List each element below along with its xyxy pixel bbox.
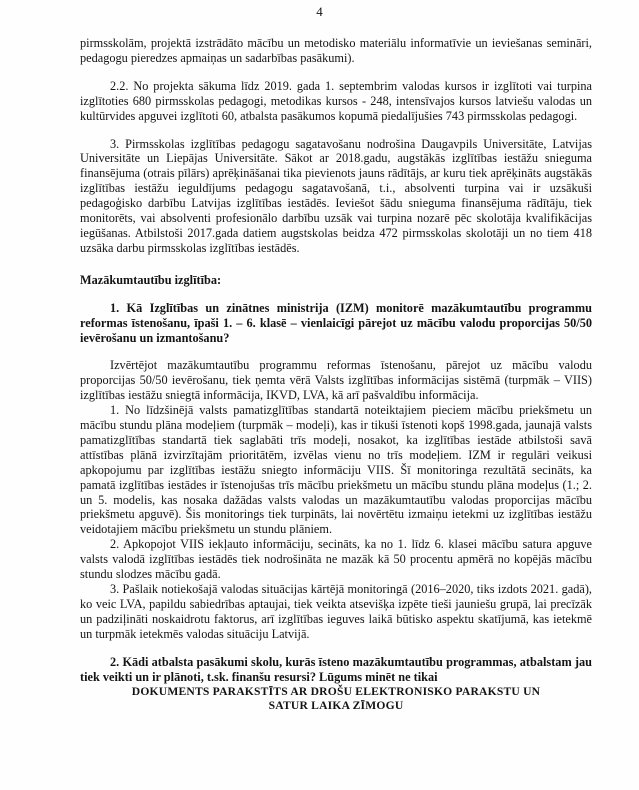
section-heading-minority-education: Mazākumtautību izglītība:: [80, 272, 222, 287]
document-body: [80, 36, 592, 713]
answer-point-2: 2. Apkopojot VIIS iekļauto informāciju, secināts, ka no 1. līdz 6. klasei mācību satura apguve valsts valodā izglītības iestādēs tiek nodrošināta ne mazāk kā 50 procentu apmērā no kopējās mācību stundu slodzes mācību gadā.: [80, 537, 592, 582]
page-number: 4: [316, 4, 323, 19]
signature-footer-line-2: SATUR LAIKA ZĪMOGU: [268, 699, 404, 713]
signature-footer-line-1: DOKUMENTS PARAKSTĪTS AR DROŠU ELEKTRONISKO PARAKSTU UN: [131, 685, 541, 699]
question-2: 2. Kādi atbalsta pasākumi skolu, kurās īsteno mazākumtautību programmas, atbalstam jau tiek veikti un ir plānoti, t.sk. finanšu resursi? Lūgums minēt ne tikai: [80, 654, 592, 684]
signature-footer: [80, 685, 592, 713]
answer-point-3: 3. Pašlaik notiekošajā valodas situācijas kārtējā monitoringā (2016–2020, tiks izdots 2021. gadā), ko veic LVA, papildu sabiedrības aptaujai, tiek veikta atsevišķa izpēte tieši jauniešu grupā, lai precīzāk un padziļināti noskaidrotu faktorus, arī izglītības ieguves laikā būtisko aspektu skatījumā, kas ietekmē un turpmāk ietekmēs valodas situāciju Latvijā.: [80, 582, 592, 641]
answer-point-1: 1. No līdzšinējā valsts pamatizglītības standartā noteiktajiem pieciem mācību priekšmetu un mācību stundu plāna modeļiem (turpmāk – modeļi), kas ir tikuši īstenoti kopš 1998.gada, jaunajā valsts pamatizglītības standartā tiek saglabāti trīs modeļi, nosakot, ka izglītības iestāde atbilstoši savā attīstības plānā izvirzītajām prioritātēm, izvēlas vienu no trīs modeļiem. IZM ir regulāri veikusi apkopojumu par izglītības iestāžu sniegto informāciju VIIS. Šī monitoringa rezultātā secināts, ka pamatā izglītības iestādes ir īstenojušas trīs mācību priekšmetu un mācību stundu plāna modeļus (1.; 2. un 5. modelis, kas nosaka dažādas valsts valodas un mazākumtautību valodas proporcijas mācību priekšmetu apguvē). Šis monitorings tiek turpināts, lai novērtētu izmaiņu ietekmi uz izglītības iestāžu veidotajiem mācību priekšmetu un stundu plāniem.: [80, 403, 592, 537]
paragraph-3: 3. Pirmsskolas izglītības pedagogu sagatavošanu nodrošina Daugavpils Universitāte, Latvijas Universitāte un Liepājas Universitāte. Sākot ar 2018.gadu, augstākās izglītības iestāžu snieguma finansējuma (otrais pīlārs) aprēķināšanai tika pievienots jauns rādītājs, ar kuru tiek aprēķināts augstākās izglītības iestāžu ieguldījums pedagogu sagatavošanā, t.i., absolventi turpina vai ir uzsākuši pedagoģisko darbību Latvijas izglītības iestādēs. Ieviešot šādu snieguma finansējuma rādītāju, tiek monitorēts, vai absolventi profesionālo darbību uzsāk vai turpina nozarē pēc skolotāja kvalifikācijas iegūšanas. Atbilstoši 2017.gada datiem augstskolas beidza 472 pirmsskolas skolotāji un no tiem 418 uzsāka darbu pirmsskolas izglītības iestādēs.: [80, 136, 592, 255]
answer-intro: Izvērtējot mazākumtautību programmu reformas īstenošanu, pārejot uz mācību valodu proporcijas 50/50 ievērošanu, tiek ņemta vērā Valsts izglītības informācijas sistēmā (turpmāk – VIIS) izglītības iestāžu sniegtā informācija, IKVD, LVA, kā arī pašvaldību informācija.: [80, 358, 592, 403]
paragraph-2-2: 2.2. No projekta sākuma līdz 2019. gada 1. septembrim valodas kursos ir izglītoti vai turpina izglītoties 680 pirmsskolas pedagogi, metodikas kursos - 248, intensīvajos kursos latviešu valodas un kultūrvides apguvei izglītoti 60, atbalsta pasākumos kopumā piedalījušies 743 pirmsskolas pedagogi.: [80, 78, 592, 123]
question-1: 1. Kā Izglītības un zinātnes ministrija (IZM) monitorē mazākumtautību programmu reformas īstenošanu, īpaši 1. – 6. klasē – vienlaicīgi pārejot uz mācību valodu proporcijas 50/50 ievērošanu un izmantošanu?: [80, 300, 592, 345]
paragraph-project-continuation: pirmsskolām, projektā izstrādāto mācību un metodisko materiālu informatīvie un ieviešanas semināri, pedagogu pieredzes apmaiņas un sadarbības pasākumi).: [80, 36, 592, 65]
